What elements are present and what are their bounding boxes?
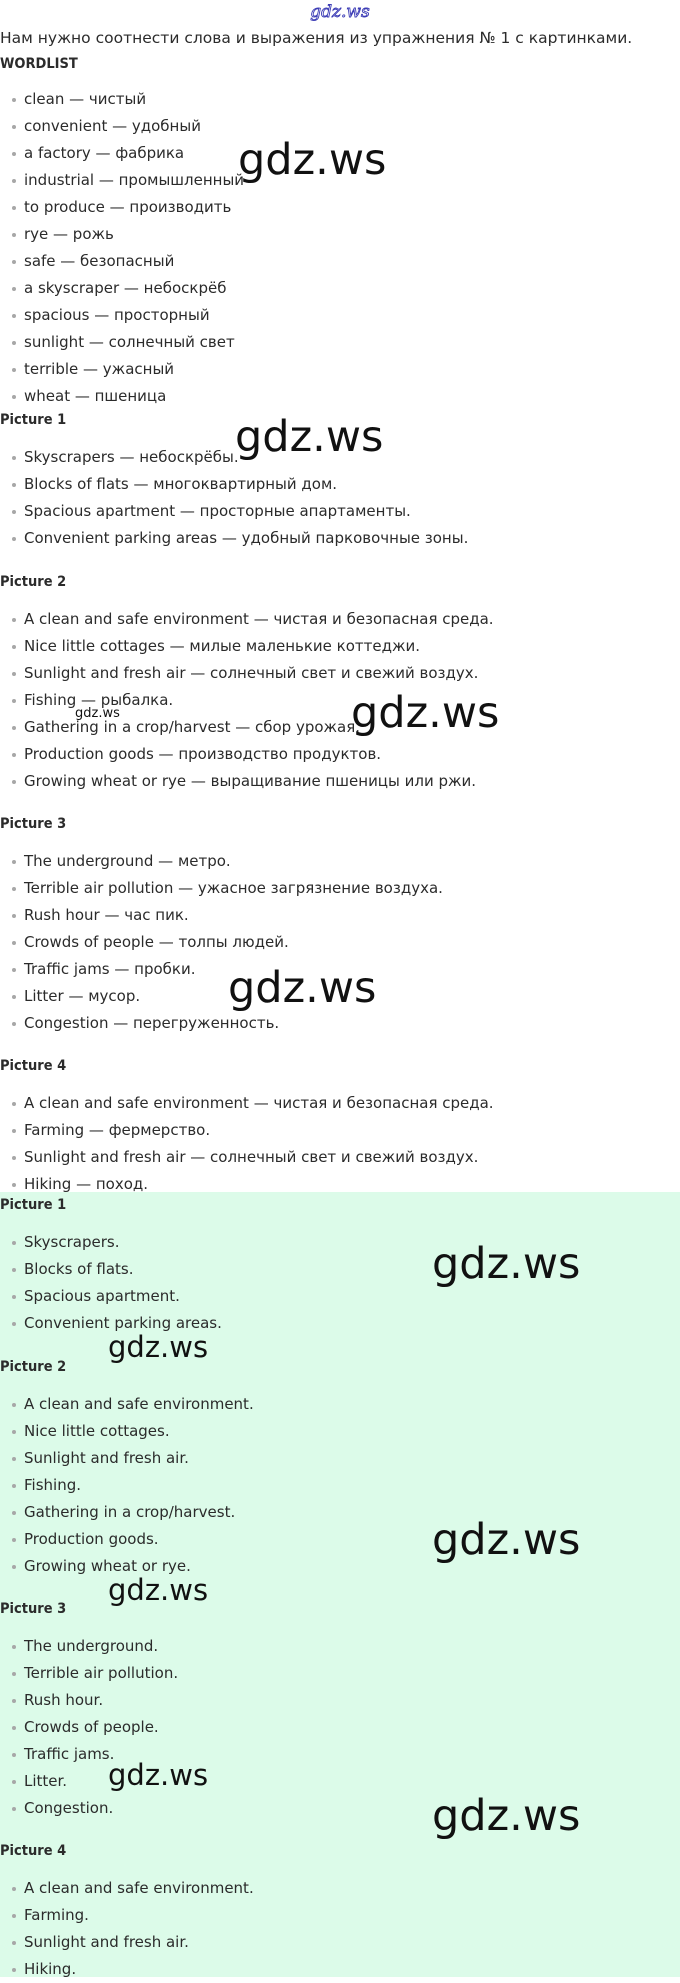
list-item: Production goods — производство продуктов.	[0, 741, 680, 768]
watermark: gdz.ws	[432, 1791, 581, 1841]
list-item: Gathering in a crop/harvest — сбор урожая.	[0, 714, 680, 741]
list-item: Sunlight and fresh air.	[0, 1445, 680, 1472]
list-item: Terrible air pollution — ужасное загрязнение воздуха.	[0, 875, 680, 902]
list-item: safe — безопасный	[0, 248, 680, 275]
translated-picture-4	[0, 1056, 680, 1198]
list-item: Farming.	[0, 1902, 680, 1929]
list-item: Terrible air pollution.	[0, 1660, 680, 1687]
list-item: Production goods.	[0, 1526, 680, 1553]
list-item: rye — рожь	[0, 221, 680, 248]
picture-heading: Picture 4	[0, 1843, 67, 1859]
wordlist-heading: WORDLIST	[0, 56, 78, 72]
list-item: Congestion — перегруженность.	[0, 1010, 680, 1037]
list-item: Congestion.	[0, 1795, 680, 1822]
watermark: gdz.ws	[432, 1239, 581, 1289]
wordlist-section	[0, 54, 680, 410]
watermark: gdz.ws	[228, 963, 377, 1013]
list-item: Growing wheat or rye — выращивание пшеницы или ржи.	[0, 768, 680, 795]
list-item: Gathering in a crop/harvest.	[0, 1499, 680, 1526]
list-item: Fishing.	[0, 1472, 680, 1499]
intro-text: Нам нужно соотнести слова и выражения из упражнения № 1 с картинками.	[0, 29, 633, 47]
list-item: Traffic jams.	[0, 1741, 680, 1768]
watermark: gdz.ws	[235, 412, 384, 462]
list-item: Spacious apartment.	[0, 1283, 680, 1310]
list-item: The underground — метро.	[0, 848, 680, 875]
list-item: industrial — промышленный	[0, 167, 680, 194]
picture-heading: Picture 3	[0, 816, 67, 832]
picture-list	[0, 1875, 680, 1983]
list-item: Litter — мусор.	[0, 983, 680, 1010]
list-item: convenient — удобный	[0, 113, 680, 140]
picture-heading: Picture 3	[0, 1601, 67, 1617]
translated-picture-2	[0, 572, 680, 795]
picture-list	[0, 606, 680, 795]
list-item: Skyscrapers — небоскрёбы.	[0, 444, 680, 471]
list-item: Nice little cottages — милые маленькие коттеджи.	[0, 633, 680, 660]
list-item: terrible — ужасный	[0, 356, 680, 383]
list-item: A clean and safe environment.	[0, 1875, 680, 1902]
list-item: Spacious apartment — просторные апартаменты.	[0, 498, 680, 525]
list-item: Farming — фермерство.	[0, 1117, 680, 1144]
list-item: Sunlight and fresh air.	[0, 1929, 680, 1956]
list-item: Nice little cottages.	[0, 1418, 680, 1445]
list-item: a factory — фабрика	[0, 140, 680, 167]
list-item: Crowds of people.	[0, 1714, 680, 1741]
watermark: gdz.ws	[108, 1573, 209, 1607]
list-item: A clean and safe environment — чистая и безопасная среда.	[0, 606, 680, 633]
picture-heading: Picture 4	[0, 1058, 67, 1074]
picture-heading: Picture 1	[0, 1197, 67, 1213]
watermark: gdz.ws	[351, 688, 500, 738]
list-item: Crowds of people — толпы людей.	[0, 929, 680, 956]
picture-list	[0, 1090, 680, 1198]
list-item: Litter.	[0, 1768, 680, 1795]
watermark: gdz.ws	[238, 135, 387, 185]
list-item: Blocks of flats.	[0, 1256, 680, 1283]
list-item: Convenient parking areas — удобный парковочные зоны.	[0, 525, 680, 552]
list-item: Skyscrapers.	[0, 1229, 680, 1256]
watermark: gdz.ws	[108, 1330, 209, 1364]
list-item: A clean and safe environment — чистая и безопасная среда.	[0, 1090, 680, 1117]
list-item: spacious — просторный	[0, 302, 680, 329]
list-item: Blocks of flats — многоквартирный дом.	[0, 471, 680, 498]
list-item: A clean and safe environment.	[0, 1391, 680, 1418]
top-logo[interactable]: gdz.ws	[310, 2, 370, 22]
watermark: gdz.ws	[432, 1515, 581, 1565]
list-item: Traffic jams — пробки.	[0, 956, 680, 983]
list-item: Sunlight and fresh air — солнечный свет и свежий воздух.	[0, 660, 680, 687]
list-item: Hiking — поход.	[0, 1171, 680, 1198]
watermark: gdz.ws	[75, 706, 120, 721]
list-item: Growing wheat or rye.	[0, 1553, 680, 1580]
list-item: The underground.	[0, 1633, 680, 1660]
list-item: sunlight — солнечный свет	[0, 329, 680, 356]
picture-heading: Picture 2	[0, 1359, 67, 1375]
list-item: a skyscraper — небоскрёб	[0, 275, 680, 302]
picture-heading: Picture 1	[0, 412, 67, 428]
list-item: Sunlight and fresh air — солнечный свет и свежий воздух.	[0, 1144, 680, 1171]
list-item: Rush hour.	[0, 1687, 680, 1714]
list-item: Convenient parking areas.	[0, 1310, 680, 1337]
list-item: to produce — производить	[0, 194, 680, 221]
list-item: Hiking.	[0, 1956, 680, 1983]
english-picture-4	[0, 1841, 680, 1983]
list-item: Fishing — рыбалка.	[0, 687, 680, 714]
watermark: gdz.ws	[108, 1758, 209, 1792]
list-item: clean — чистый	[0, 86, 680, 113]
list-item: wheat — пшеница	[0, 383, 680, 410]
picture-heading: Picture 2	[0, 574, 67, 590]
english-picture-3	[0, 1599, 680, 1822]
list-item: Rush hour — час пик.	[0, 902, 680, 929]
